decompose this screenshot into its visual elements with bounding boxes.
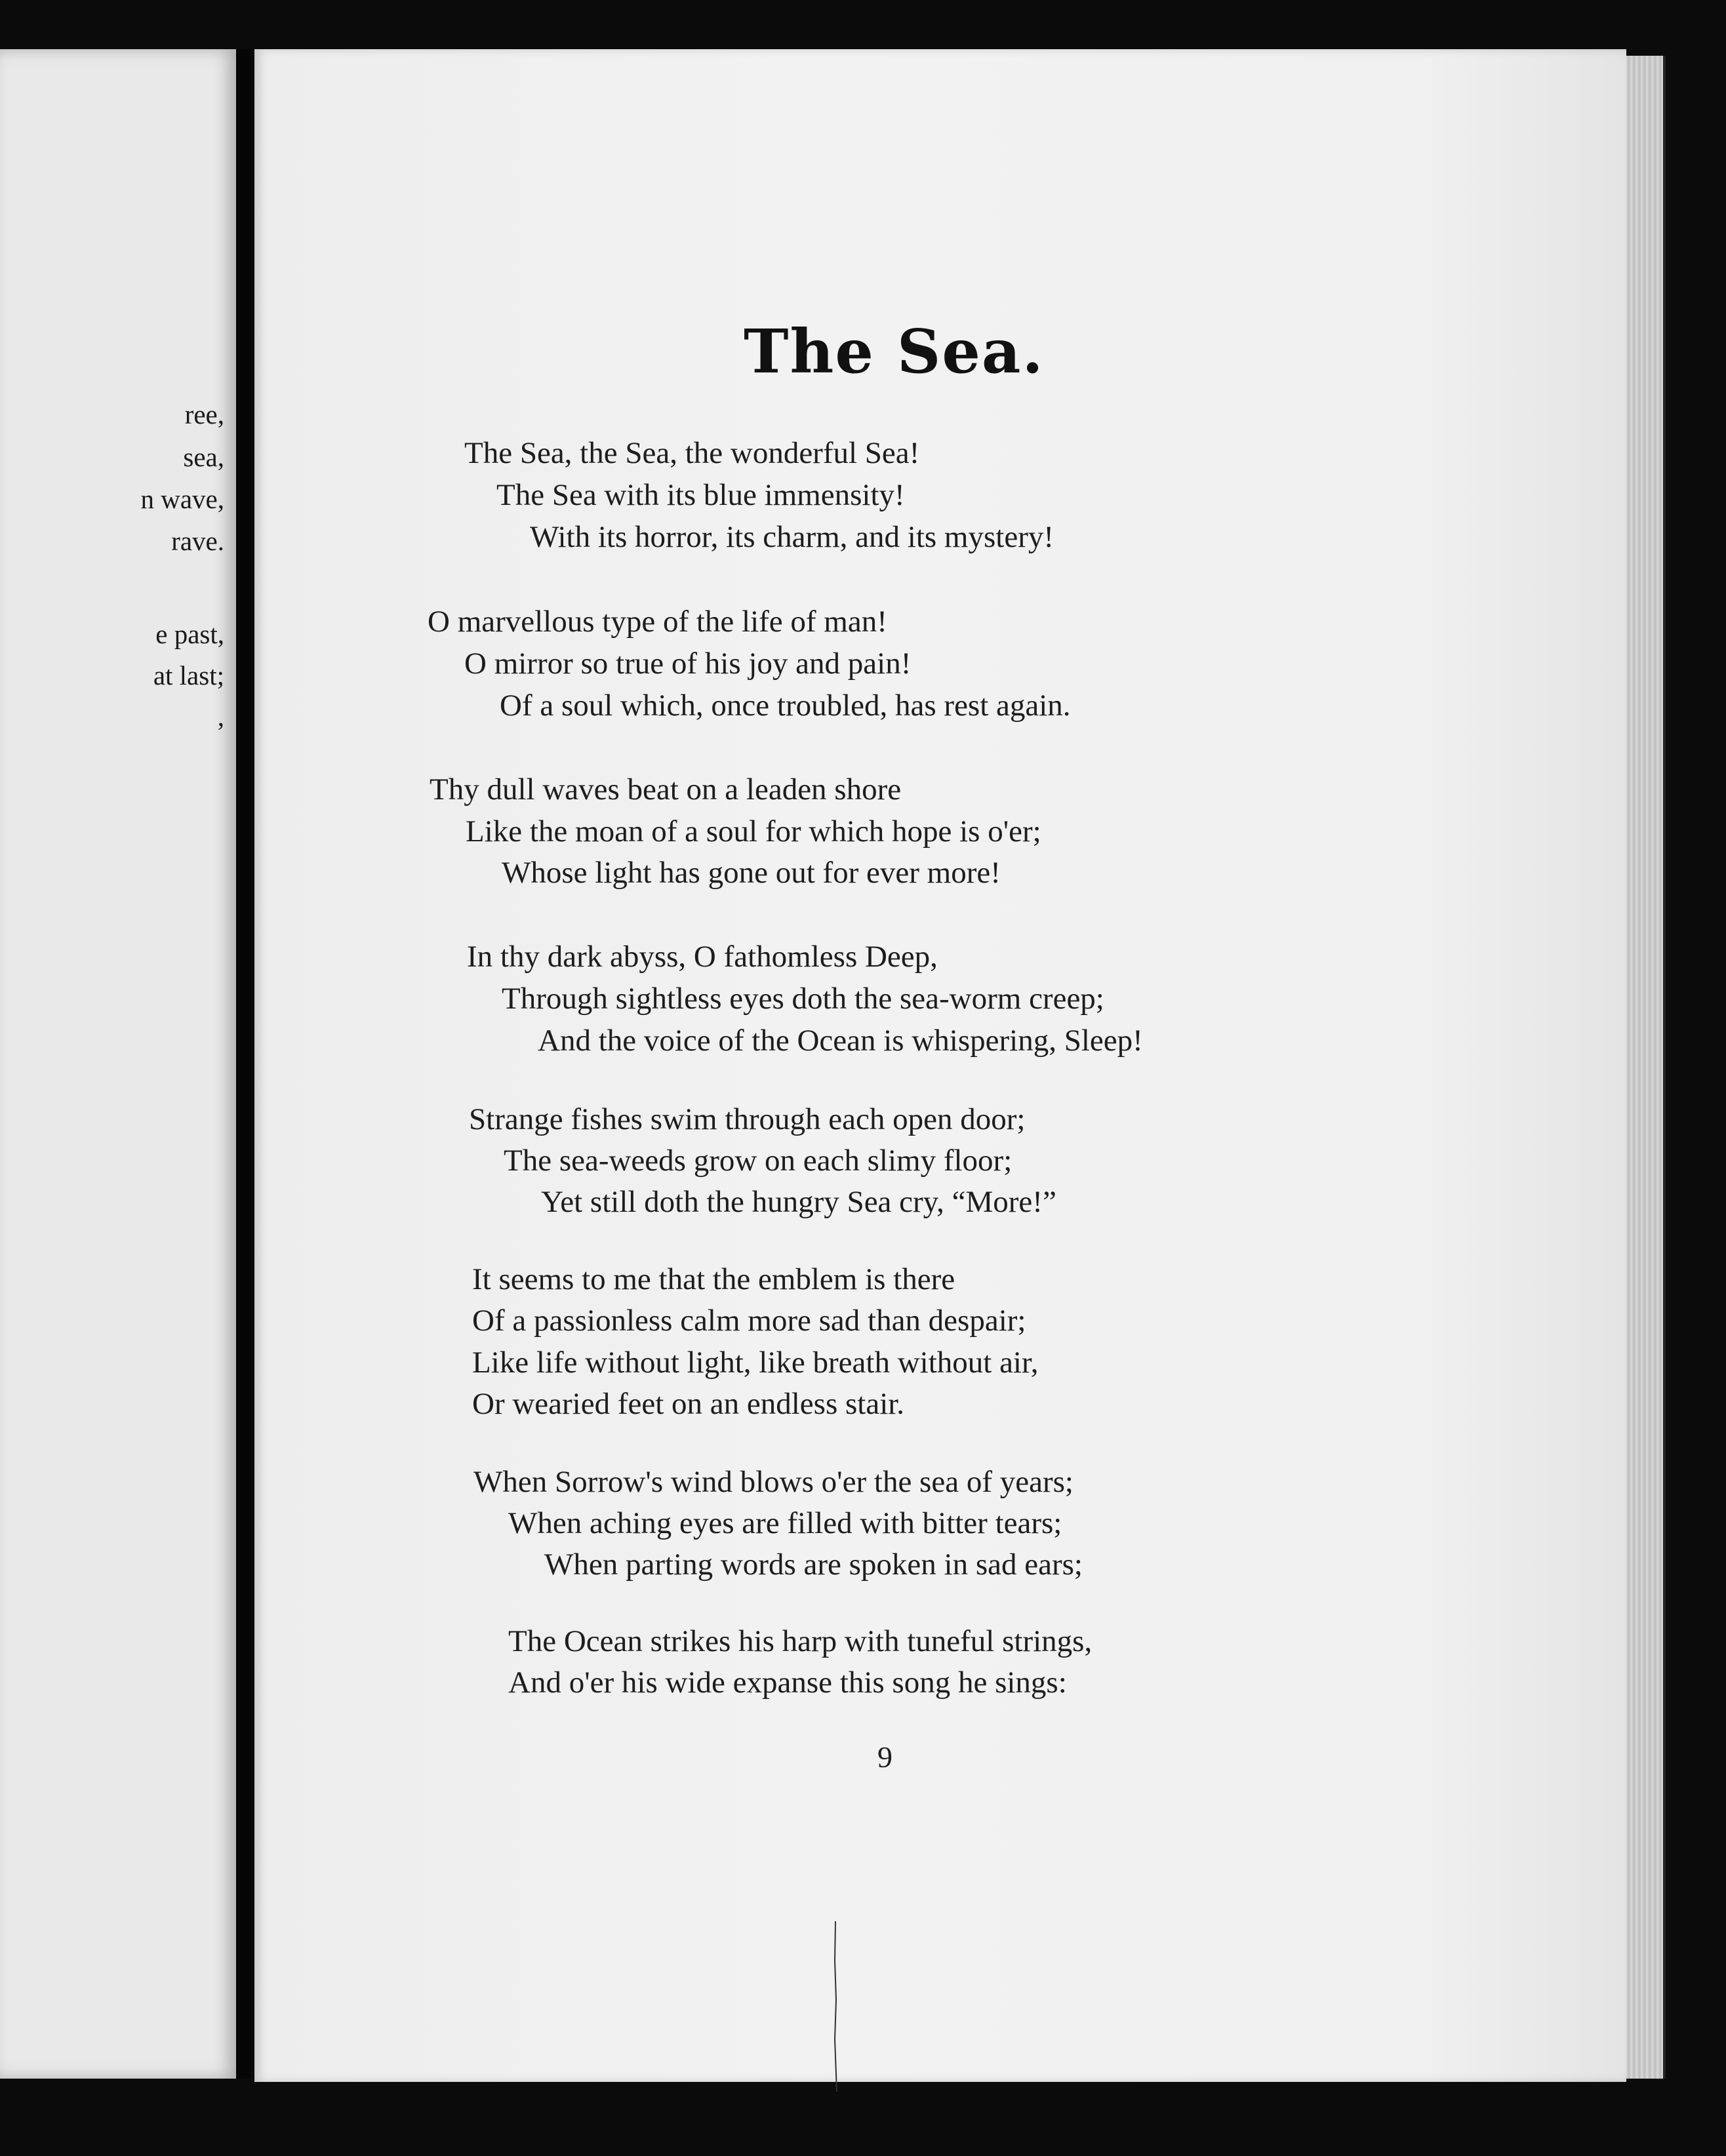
paper-crease: [833, 1921, 838, 2092]
poem-line: O mirror so true of his joy and pain!: [464, 647, 912, 681]
poem-title: The Sea.: [744, 316, 1045, 387]
poem-line: Through sightless eyes doth the sea-worm creep;: [502, 982, 1104, 1016]
facing-page-line: sea,: [183, 442, 224, 472]
poem-line: When Sorrow's wind blows o'er the sea of years;: [473, 1465, 1074, 1499]
facing-page-line: n wave,: [140, 484, 224, 514]
poem-line: Whose light has gone out for ever more!: [502, 856, 1001, 890]
poem-line: In thy dark abyss, O fathomless Deep,: [467, 940, 938, 974]
poem-line: The Sea, the Sea, the wonderful Sea!: [464, 436, 920, 470]
poem-line: Strange fishes swim through each open door;: [469, 1102, 1026, 1136]
poem-line: When parting words are spoken in sad ears;: [544, 1547, 1083, 1582]
facing-page-line: rave.: [171, 526, 224, 556]
poem-line: The sea-weeds grow on each slimy floor;: [504, 1144, 1013, 1178]
facing-page-line: ree,: [184, 399, 224, 429]
poem-line: The Sea with its blue immensity!: [496, 478, 905, 512]
poem-line: With its horror, its charm, and its mystery!: [530, 520, 1054, 554]
page-edges: [1626, 56, 1666, 2079]
page-number: 9: [877, 1740, 893, 1774]
poem-line: O marvellous type of the life of man!: [428, 605, 887, 639]
facing-page-line: e past,: [155, 619, 224, 649]
poem-line: Yet still doth the hungry Sea cry, “More!”: [541, 1185, 1056, 1219]
poem-line: And the voice of the Ocean is whispering, Sleep!: [538, 1024, 1143, 1058]
poem-line: Of a soul which, once troubled, has rest again.: [500, 689, 1071, 723]
facing-page-line: ,: [217, 702, 224, 732]
poem-line: Or wearied feet on an endless stair.: [472, 1387, 905, 1421]
facing-page-line: at last;: [153, 660, 224, 690]
book-gutter: [236, 49, 251, 2079]
poem-line: When aching eyes are filled with bitter tears;: [508, 1506, 1062, 1540]
poem-line: Of a passionless calm more sad than despair;: [472, 1304, 1026, 1338]
poem-line: And o'er his wide expanse this song he sings:: [508, 1666, 1067, 1700]
poem-line: It seems to me that the emblem is there: [472, 1262, 955, 1296]
poem-line: Like life without light, like breath without air,: [472, 1346, 1039, 1380]
facing-page: [0, 49, 236, 2079]
poem-line: Like the moan of a soul for which hope is o'er;: [466, 814, 1041, 848]
poem-line: Thy dull waves beat on a leaden shore: [430, 772, 902, 807]
poem-line: The Ocean strikes his harp with tuneful strings,: [508, 1624, 1093, 1658]
